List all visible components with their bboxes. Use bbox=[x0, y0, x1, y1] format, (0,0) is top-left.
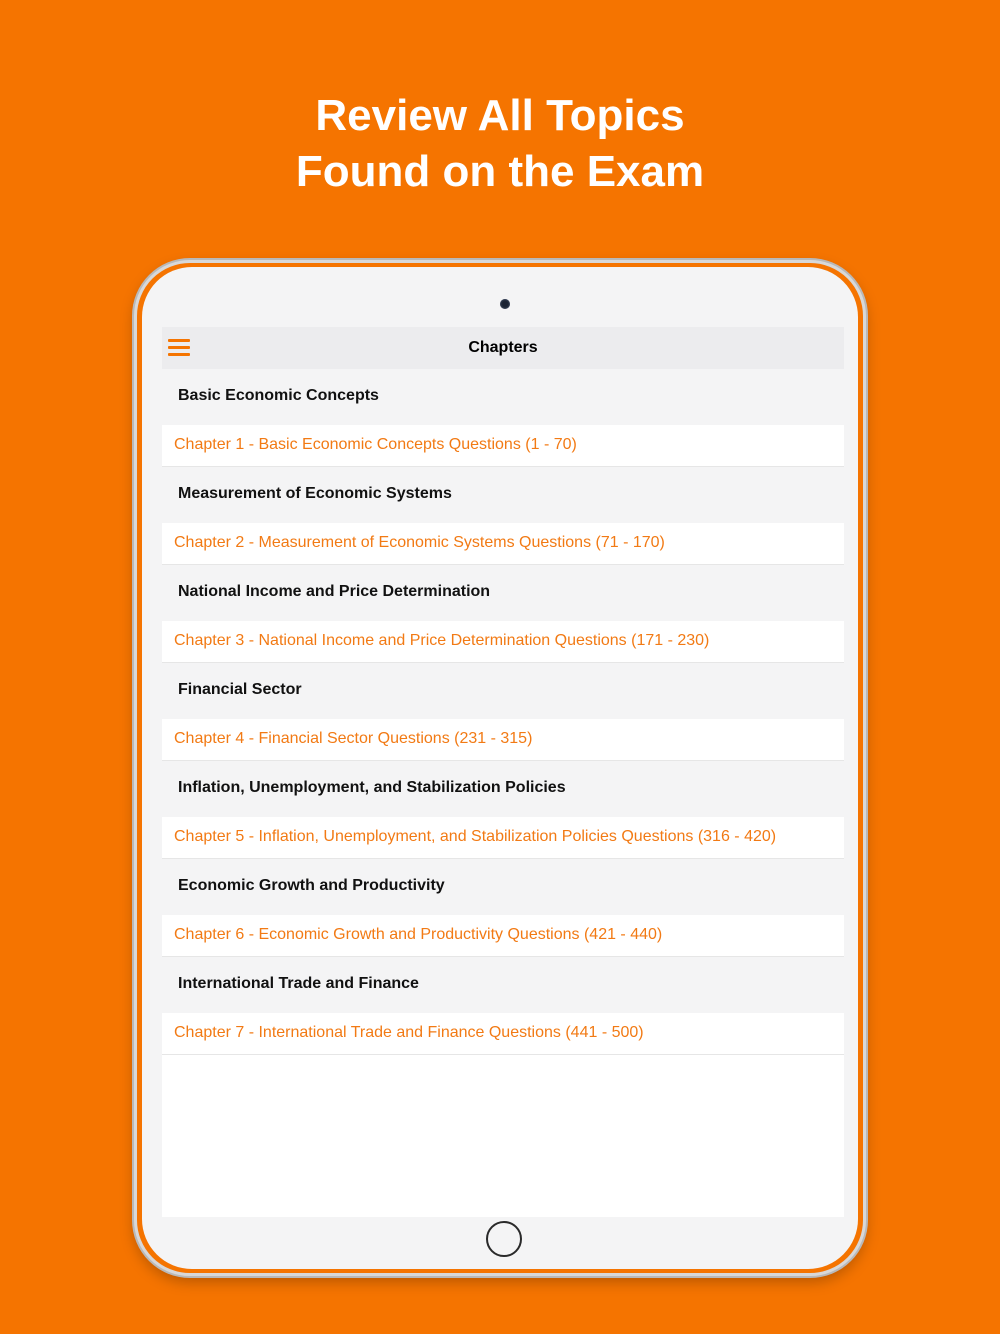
section-header-economic-growth: Economic Growth and Productivity bbox=[162, 859, 844, 915]
promo-line-2: Found on the Exam bbox=[295, 147, 705, 196]
chapter-row-6[interactable]: Chapter 6 - Economic Growth and Productivity Questions (421 - 440) bbox=[162, 915, 844, 957]
chapter-row-7[interactable]: Chapter 7 - International Trade and Finance Questions (441 - 500) bbox=[162, 1013, 844, 1055]
section-header-international-trade: International Trade and Finance bbox=[162, 957, 844, 1013]
chapter-row-4[interactable]: Chapter 4 - Financial Sector Questions (231 - 315) bbox=[162, 719, 844, 761]
section-header-financial-sector: Financial Sector bbox=[162, 663, 844, 719]
chapter-row-1[interactable]: Chapter 1 - Basic Economic Concepts Questions (1 - 70) bbox=[162, 425, 844, 467]
tablet-frame bbox=[134, 260, 866, 1276]
chapter-row-2[interactable]: Chapter 2 - Measurement of Economic Systems Questions (71 - 170) bbox=[162, 523, 844, 565]
promo-headline bbox=[0, 88, 1000, 200]
navigation-bar bbox=[162, 327, 844, 369]
chapter-row-5[interactable]: Chapter 5 - Inflation, Unemployment, and Stabilization Policies Questions (316 - 420) bbox=[162, 817, 844, 859]
tablet-bezel bbox=[142, 267, 858, 1269]
nav-title: Chapters bbox=[468, 339, 538, 356]
promo-line-1: Review All Topics bbox=[315, 91, 685, 140]
section-header-inflation: Inflation, Unemployment, and Stabilization Policies bbox=[162, 761, 844, 817]
section-header-basic-economic-concepts: Basic Economic Concepts bbox=[162, 369, 844, 425]
app-screen bbox=[162, 327, 844, 1217]
section-header-national-income: National Income and Price Determination bbox=[162, 565, 844, 621]
hamburger-menu-icon[interactable] bbox=[168, 339, 190, 357]
home-button[interactable] bbox=[486, 1221, 522, 1257]
chapter-list bbox=[162, 369, 844, 1055]
camera-icon bbox=[500, 299, 510, 309]
chapter-row-3[interactable]: Chapter 3 - National Income and Price Determination Questions (171 - 230) bbox=[162, 621, 844, 663]
section-header-measurement-of-economic-systems: Measurement of Economic Systems bbox=[162, 467, 844, 523]
